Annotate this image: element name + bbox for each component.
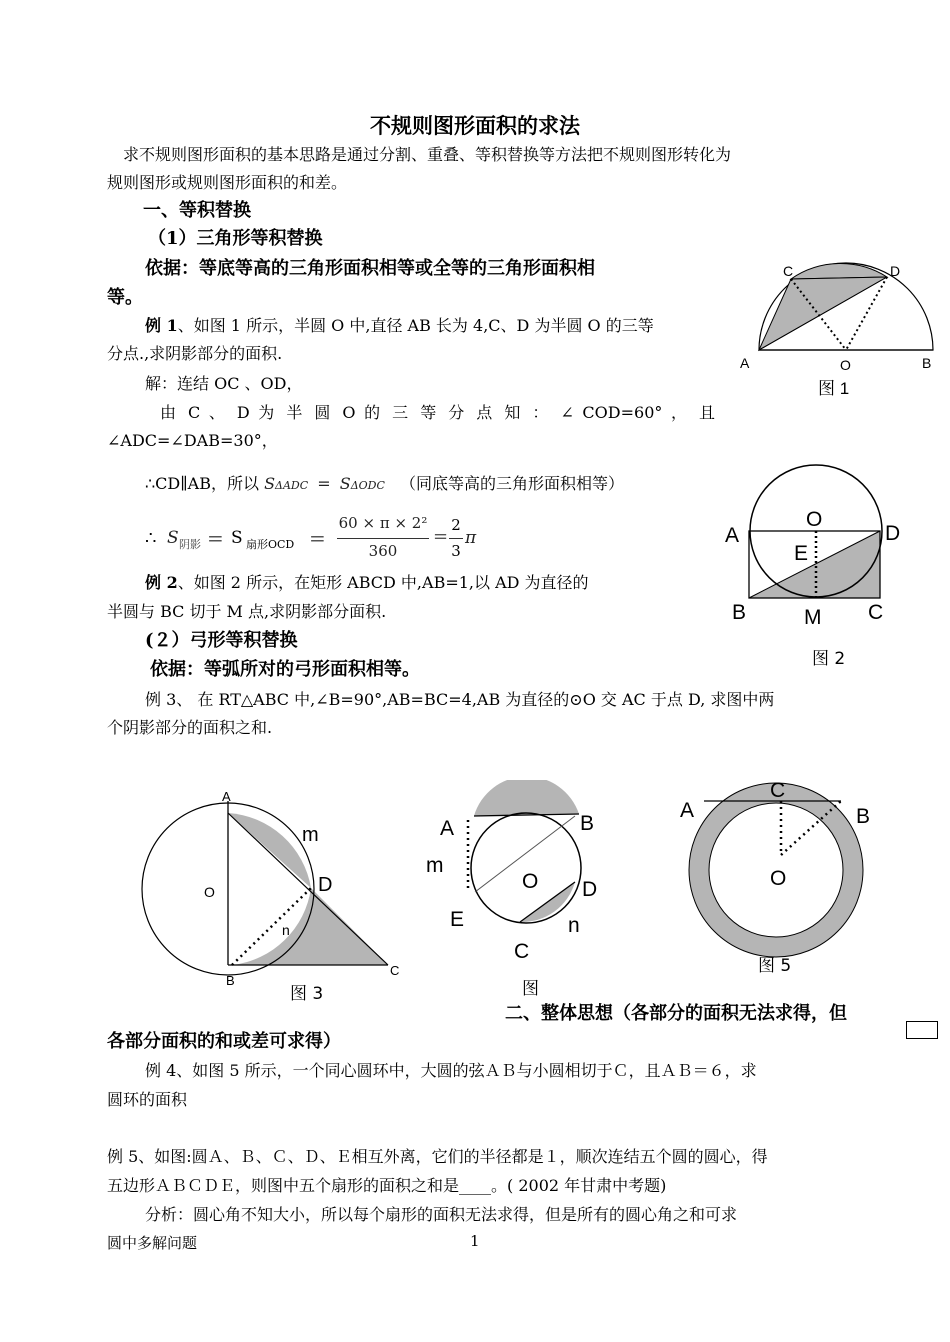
- fig5-label-o: O: [770, 867, 787, 890]
- example-2-line-a: [145, 569, 589, 597]
- fig1-label-o: O: [840, 357, 851, 373]
- eq2-therefore: ∴: [145, 528, 157, 549]
- fig3-caption: 图 3: [290, 984, 324, 1004]
- fig1-label-b: B: [922, 355, 932, 371]
- basis-1-line-a: 依据：等底等高的三角形面积相等或全等的三角形面积相: [145, 258, 595, 279]
- fig4-caption: 图: [522, 979, 539, 999]
- eq2-sub2: 扇形OCD: [246, 538, 295, 551]
- fig4-label-e: E: [450, 908, 465, 931]
- intro-line-2: 规则图形或规则图形面积的和差。: [107, 173, 348, 192]
- eq2-pi: π: [465, 528, 477, 548]
- fig2-label-b: B: [732, 601, 747, 624]
- intro-line-1: 求不规则图形面积的基本思路是通过分割、重叠、等积替换等方法把不规则图形转化为: [123, 145, 732, 164]
- fig5-label-b: B: [856, 805, 871, 828]
- eq1-s1: S: [264, 474, 276, 493]
- fig3-label-b: B: [226, 973, 235, 988]
- example-4-line-b: 圆环的面积: [107, 1090, 188, 1109]
- section-2-heading-a: 二、整体思想（各部分的面积无法求得，但: [505, 1003, 847, 1024]
- eq2-numerator-2: 2: [451, 516, 461, 534]
- example-2-line-b: 半圆与 BC 切于 M 点,求阴影部分面积.: [107, 602, 387, 621]
- eq2-equals-3: =: [433, 526, 449, 547]
- fig5-label-a: A: [680, 799, 695, 822]
- fig4-label-b: B: [580, 812, 595, 835]
- section-1-heading: 一、等积替换: [143, 200, 251, 221]
- fig3-shaded-region-n: [232, 888, 388, 965]
- eq2-numerator: 60 × π × 2²: [338, 514, 428, 532]
- fig2-label-o: O: [806, 508, 823, 531]
- equation-1: [145, 470, 624, 500]
- fig1-label-c: C: [783, 263, 794, 279]
- fig3-label-a: A: [222, 789, 231, 804]
- fig1-caption: 图 1: [818, 379, 850, 398]
- eq2-denominator-2: 3: [451, 542, 461, 560]
- fig2-label-m: M: [804, 606, 822, 629]
- example-1-line-b: 分点.,求阴影部分的面积.: [107, 344, 283, 363]
- fig5-label-c: C: [770, 779, 786, 802]
- example-1-text: 、如图 1 所示，半圆 O 中,直径 AB 长为 4,C、D 为半圆 O 的三等: [177, 316, 654, 335]
- example-1-label: 例 1: [145, 316, 178, 335]
- eq2-s: S: [167, 528, 179, 548]
- fig4-label-a: A: [440, 817, 455, 840]
- eq2-sub: 阴影: [179, 538, 201, 551]
- fig4-label-n: n: [568, 914, 580, 937]
- figure-3: [140, 785, 420, 1010]
- page-title: 不规则图形面积的求法: [370, 113, 580, 138]
- eq1-sub1: ΔADC: [275, 479, 309, 492]
- fig4-circle: [471, 813, 581, 923]
- example-2-text: 、如图 2 所示，在矩形 ABCD 中,AB=1,以 AD 为直径的: [177, 573, 589, 592]
- fig4-label-m: m: [426, 854, 444, 877]
- fig3-label-o: O: [204, 884, 215, 900]
- fig4-label-c: C: [514, 940, 530, 963]
- eq1-sub2: ΔODC: [350, 479, 385, 492]
- eq1-s2: S: [339, 474, 351, 493]
- analysis-line: 分析：圆心角不知大小，所以每个扇形的面积无法求得，但是所有的圆心角之和可求: [145, 1205, 738, 1224]
- example-1-line-a: [145, 312, 715, 340]
- fig2-label-e: E: [794, 542, 809, 565]
- subsection-1-heading: （1）三角形等积替换: [148, 228, 323, 249]
- equation-1-note: （同底等高的三角形面积相等）: [400, 474, 625, 493]
- figure-4: [420, 780, 620, 1000]
- fig2-label-c: C: [868, 601, 884, 624]
- fig1-label-a: A: [740, 355, 750, 371]
- basis-2: 依据：等弧所对的弓形面积相等。: [150, 659, 420, 680]
- fig2-caption: 图 2: [812, 649, 846, 669]
- fig3-label-d: D: [318, 874, 333, 896]
- fig3-label-n: n: [282, 922, 290, 938]
- eq2-fraction-bar-2: [449, 538, 463, 539]
- fig1-label-d: D: [890, 263, 901, 279]
- figure-5: [676, 765, 886, 980]
- side-marker-box: [906, 1021, 938, 1039]
- example-2-label: 例 2: [145, 573, 178, 592]
- fig4-shaded-segment-top: [474, 780, 579, 816]
- fig3-label-m: m: [302, 824, 319, 846]
- solution-line-1: 解：连结 OC 、OD，: [145, 374, 303, 393]
- solution-line-2a: 由 C 、 D 为 半 圆 O 的 三 等 分 点 知 ： ∠ COD=60° ， 且: [160, 403, 715, 422]
- fig2-label-d: D: [885, 522, 901, 545]
- fig4-label-o: O: [522, 870, 539, 893]
- eq2-equals-2: =: [309, 526, 326, 550]
- example-4-line-a: 例 4、如图 5 所示，一个同心圆环中，大圆的弦ＡＢ与小圆相切于Ｃ，且ＡＢ＝６，求: [145, 1061, 757, 1080]
- eq2-equals-1: =: [207, 526, 224, 550]
- fig1-shaded-segment: [791, 264, 887, 279]
- solution-line-2b: ∠ADC=∠DAB=30°，: [107, 431, 278, 450]
- eq1-equals: =: [317, 474, 331, 493]
- page-number: 1: [470, 1232, 480, 1250]
- footer-left: 圆中多解问题: [107, 1234, 198, 1252]
- eq2-denominator: 360: [368, 542, 398, 560]
- eq2-fraction-bar: [337, 538, 429, 539]
- equation-1-prefix: ∴CD∥AB，所以: [145, 474, 259, 493]
- eq2-big-s: S: [231, 528, 243, 548]
- basis-1-line-b: 等。: [107, 287, 143, 308]
- example-3-line-b: 个阴影部分的面积之和.: [107, 718, 273, 737]
- fig2-label-a: A: [725, 524, 740, 547]
- example-5-line-b: 五边形ＡＢＣＤＥ，则图中五个扇形的面积之和是____。( 2002 年甘肃中考题): [107, 1176, 667, 1195]
- section-2-heading-b: 各部分面积的和或差可求得）: [107, 1031, 341, 1052]
- figure-1: [730, 258, 940, 403]
- fig4-label-d: D: [582, 878, 598, 901]
- fig5-caption: 图 5: [758, 956, 792, 976]
- figure-2: [720, 462, 940, 672]
- fig3-label-c: C: [390, 963, 400, 978]
- example-3-line-a: 例 3、 在 RT△ABC 中,∠B=90°,AB=BC=4,AB 为直径的⊙O 交 AC 于点 D, 求图中两: [145, 690, 775, 709]
- subsection-2-heading: (２）弓形等积替换: [145, 630, 298, 651]
- example-5-line-a: 例 5、如图:圆Ａ、Ｂ、Ｃ、Ｄ、Ｅ相互外离，它们的半径都是１，顺次连结五个圆的圆心，得: [107, 1147, 768, 1166]
